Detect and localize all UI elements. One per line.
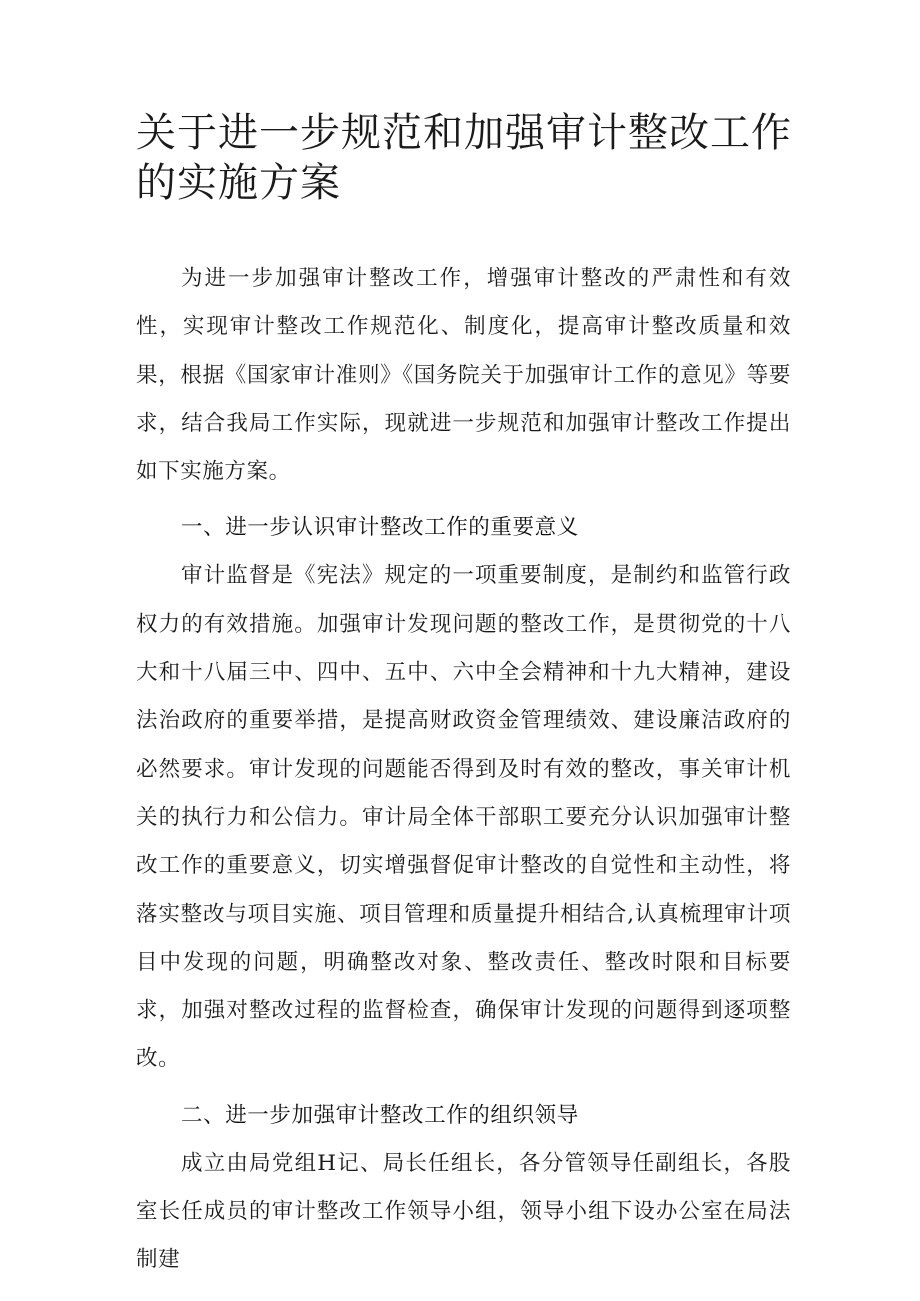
document-title: 关于进一步规范和加强审计整改工作的实施方案 bbox=[136, 110, 792, 206]
section-paragraph-1: 审计监督是《宪法》规定的一项重要制度，是制约和监管行政权力的有效措施。加强审计发现问题的整改工作，是贯彻党的十八大和十八届三中、四中、五中、六中全会精神和十九大精神，建设法治政府的重要举措，是提高财政资金管理绩效、建设廉洁政府的必然要求。审计发现的问题能否得到及时有效的整改，事关审计机关的执行力和公信力。审计局全体干部职工要充分认识加强审计整改工作的重要意义，切实增强督促审计整改的自觉性和主动性，将落实整改与项目实施、项目管理和质量提升相结合,认真梳理审计项目中发现的问题，明确整改对象、整改责任、整改时限和目标要求，加强对整改过程的监督检查，确保审计发现的问题得到逐项整改。 bbox=[136, 563, 791, 1072]
intro-paragraph: 为进一步加强审计整改工作，增强审计整改的严肃性和有效性，实现审计整改工作规范化、制度化，提高审计整改质量和效果，根据《国家审计准则》《国务院关于加强审计工作的意见》等要求，结合我局工作实际，现就进一步规范和加强审计整改工作提出如下实施方案。 bbox=[136, 266, 791, 485]
section-paragraph-2: 成立由局党组H记、局长任组长，各分管领导任副组长，各股室长任成员的审计整改工作领导小组，领导小组下设办公室在局法制建 bbox=[136, 1150, 791, 1273]
section-heading-2: 二、进一步加强审计整改工作的组织领导 bbox=[181, 1102, 579, 1128]
section-heading-1: 一、进一步认识审计整改工作的重要意义 bbox=[181, 515, 579, 541]
document-body bbox=[136, 255, 791, 1285]
